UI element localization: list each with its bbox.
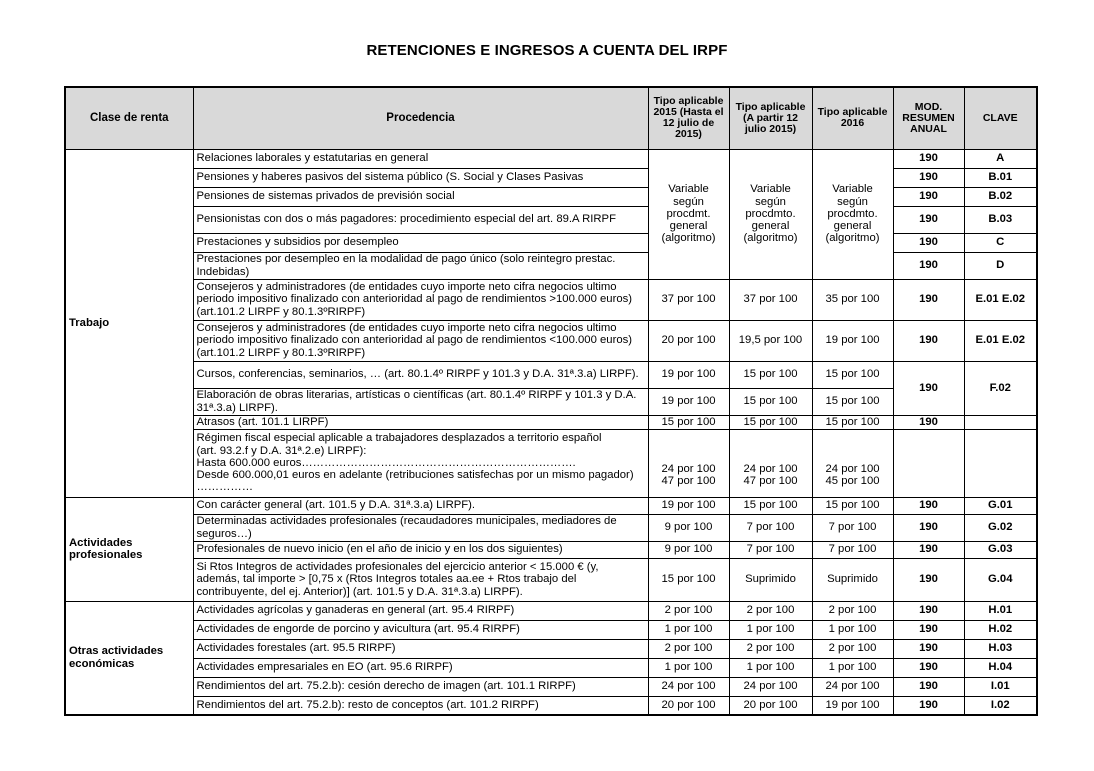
mod-cell: 190 bbox=[893, 514, 964, 541]
tipo-2015-a-cell: 20 por 100 bbox=[648, 696, 729, 715]
mod-cell: 190 bbox=[893, 361, 964, 415]
procedencia-cell: Pensionistas con dos o más pagadores: procedimiento especial del art. 89.A RIRPF bbox=[193, 206, 648, 233]
tipo-2016-cell: 35 por 100 bbox=[812, 279, 893, 320]
procedencia-cell: Actividades de engorde de porcino y avicultura (art. 95.4 RIRPF) bbox=[193, 620, 648, 639]
clave-cell: G.03 bbox=[964, 541, 1037, 558]
table-row bbox=[65, 514, 1037, 541]
tipo-2015-a-cell: 2 por 100 bbox=[648, 639, 729, 658]
table-row bbox=[65, 620, 1037, 639]
procedencia-cell: Actividades forestales (art. 95.5 RIRPF) bbox=[193, 639, 648, 658]
mod-cell: 190 bbox=[893, 279, 964, 320]
table-row bbox=[65, 320, 1037, 361]
procedencia-cell: Prestaciones y subsidios por desempleo bbox=[193, 233, 648, 252]
procedencia-cell: Determinadas actividades profesionales (recaudadores municipales, mediadores de seguros…) bbox=[193, 514, 648, 541]
clave-cell: E.01 E.02 bbox=[964, 279, 1037, 320]
tipo-2015-a-cell: 2 por 100 bbox=[648, 601, 729, 620]
tipo-2016-cell: 15 por 100 bbox=[812, 361, 893, 388]
tipo-2015-a-cell: 20 por 100 bbox=[648, 320, 729, 361]
procedencia-cell: Cursos, conferencias, seminarios, … (art. 80.1.4º RIRPF y 101.3 y D.A. 31ª.3.a) LIRPF). bbox=[193, 361, 648, 388]
clave-cell: A bbox=[964, 149, 1037, 168]
procedencia-cell: Elaboración de obras literarias, artísticas o científicas (art. 80.1.4º RIRPF y 101.3 y D.A. 31ª.3.a) LIRPF). bbox=[193, 388, 648, 415]
tipo-2015-b-cell: 2 por 100 bbox=[729, 601, 812, 620]
clase-actividades-profesionales: Actividades profesionales bbox=[65, 497, 193, 601]
clave-cell: D bbox=[964, 252, 1037, 279]
mod-cell: 190 bbox=[893, 620, 964, 639]
tipo-2015-a-cell: 9 por 100 bbox=[648, 514, 729, 541]
procedencia-cell: Actividades empresariales en EO (art. 95.6 RIRPF) bbox=[193, 658, 648, 677]
tipo-2016-cell: 15 por 100 bbox=[812, 415, 893, 429]
clave-cell: C bbox=[964, 233, 1037, 252]
tipo-2015-b-cell: 15 por 100 bbox=[729, 415, 812, 429]
mod-cell: 190 bbox=[893, 206, 964, 233]
table-row bbox=[65, 415, 1037, 429]
table-row bbox=[65, 558, 1037, 601]
table-row bbox=[65, 361, 1037, 388]
header-clave: CLAVE bbox=[964, 87, 1037, 149]
mod-cell: 190 bbox=[893, 415, 964, 429]
procedencia-cell: Actividades agrícolas y ganaderas en general (art. 95.4 RIRPF) bbox=[193, 601, 648, 620]
tipo-2015-b-cell: 19,5 por 100 bbox=[729, 320, 812, 361]
retenciones-table bbox=[64, 86, 1038, 716]
tipo-2016-cell: 19 por 100 bbox=[812, 320, 893, 361]
procedencia-cell: Con carácter general (art. 101.5 y D.A. 31ª.3.a) LIRPF). bbox=[193, 497, 648, 514]
table-row bbox=[65, 696, 1037, 715]
procedencia-cell: Consejeros y administradores (de entidades cuyo importe neto cifra negocios ultimo periodo impositivo finalizado con anterioridad al pago de rendimientos <100.000 euros) (art.101.2 LIRPF y 80.1.3ºRIRPF) bbox=[193, 320, 648, 361]
mod-cell: 190 bbox=[893, 658, 964, 677]
tipo-2015-a-cell: 24 por 100 bbox=[648, 677, 729, 696]
tipo-2015-b-cell: 7 por 100 bbox=[729, 514, 812, 541]
tipo-2015-b-cell: 20 por 100 bbox=[729, 696, 812, 715]
header-clase: Clase de renta bbox=[65, 87, 193, 149]
header-row bbox=[65, 87, 1037, 149]
header-mod: MOD. RESUMEN ANUAL bbox=[893, 87, 964, 149]
mod-cell: 190 bbox=[893, 639, 964, 658]
procedencia-cell: Régimen fiscal especial aplicable a trabajadores desplazados a territorio español (art. 93.2.f y D.A. 31ª.2.e) LIRPF): Hasta 600.000 euros………………………………………………………………. Desde 600.000,01 euros en adelante (retribuciones satisfechas por un mismo pagador) …………… bbox=[193, 429, 648, 497]
mod-cell: 190 bbox=[893, 320, 964, 361]
tipo-2015-a-cell: 24 por 100 47 por 100 bbox=[648, 429, 729, 497]
clase-trabajo: Trabajo bbox=[65, 149, 193, 497]
tipo-2015-a-cell: 19 por 100 bbox=[648, 361, 729, 388]
mod-cell: 190 bbox=[893, 187, 964, 206]
mod-cell: 190 bbox=[893, 558, 964, 601]
clave-cell: H.01 bbox=[964, 601, 1037, 620]
clave-cell: G.01 bbox=[964, 497, 1037, 514]
table-row bbox=[65, 601, 1037, 620]
table-row bbox=[65, 639, 1037, 658]
procedencia-cell: Prestaciones por desempleo en la modalidad de pago único (solo reintegro prestac. Indebidas) bbox=[193, 252, 648, 279]
tipo-2015-b-cell: 1 por 100 bbox=[729, 658, 812, 677]
tipo-2015-b-cell: 24 por 100 47 por 100 bbox=[729, 429, 812, 497]
mod-cell: 190 bbox=[893, 696, 964, 715]
tipo-2016-cell: 7 por 100 bbox=[812, 514, 893, 541]
table-row bbox=[65, 388, 1037, 415]
procedencia-cell: Rendimientos del art. 75.2.b): resto de conceptos (art. 101.2 RIRPF) bbox=[193, 696, 648, 715]
tipo-2015-a-cell: 1 por 100 bbox=[648, 658, 729, 677]
page-title: RETENCIONES E INGRESOS A CUENTA DEL IRPF bbox=[366, 42, 728, 59]
clave-cell: F.02 bbox=[964, 361, 1037, 415]
header-tipo-2015-b: Tipo aplicable (A partir 12 julio 2015) bbox=[729, 87, 812, 149]
procedencia-cell: Atrasos (art. 101.1 LIRPF) bbox=[193, 415, 648, 429]
mod-cell: 190 bbox=[893, 149, 964, 168]
header-tipo-2015-a: Tipo aplicable 2015 (Hasta el 12 julio de 2015) bbox=[648, 87, 729, 149]
clave-cell: H.03 bbox=[964, 639, 1037, 658]
tipo-2015-a-cell: 19 por 100 bbox=[648, 388, 729, 415]
clave-cell: I.02 bbox=[964, 696, 1037, 715]
mod-cell: 190 bbox=[893, 601, 964, 620]
tipo-variable-2015-b: Variable según procdmto. general (algoritmo) bbox=[729, 149, 812, 279]
mod-cell: 190 bbox=[893, 168, 964, 187]
tipo-2015-a-cell: 1 por 100 bbox=[648, 620, 729, 639]
tipo-2015-b-cell: 1 por 100 bbox=[729, 620, 812, 639]
mod-cell: 190 bbox=[893, 677, 964, 696]
procedencia-cell: Pensiones de sistemas privados de previsión social bbox=[193, 187, 648, 206]
tipo-2015-a-cell: 37 por 100 bbox=[648, 279, 729, 320]
clave-cell: E.01 E.02 bbox=[964, 320, 1037, 361]
mod-cell: 190 bbox=[893, 252, 964, 279]
tipo-2016-cell: 1 por 100 bbox=[812, 620, 893, 639]
table-row bbox=[65, 429, 1037, 497]
tipo-2015-a-cell: 15 por 100 bbox=[648, 558, 729, 601]
tipo-2016-cell: 7 por 100 bbox=[812, 541, 893, 558]
tipo-2015-a-cell: 15 por 100 bbox=[648, 415, 729, 429]
clave-cell: G.02 bbox=[964, 514, 1037, 541]
procedencia-cell: Consejeros y administradores (de entidades cuyo importe neto cifra negocios ultimo periodo impositivo finalizado con anterioridad al pago de rendimientos >100.000 euros) (art.101.2 LIRPF y 80.1.3ºRIRPF) bbox=[193, 279, 648, 320]
clave-cell: I.01 bbox=[964, 677, 1037, 696]
tipo-2015-b-cell: Suprimido bbox=[729, 558, 812, 601]
clave-cell bbox=[964, 429, 1037, 497]
clase-otras-actividades: Otras actividades económicas bbox=[65, 601, 193, 715]
tipo-2016-cell: 19 por 100 bbox=[812, 696, 893, 715]
clave-cell: H.02 bbox=[964, 620, 1037, 639]
procedencia-cell: Rendimientos del art. 75.2.b): cesión derecho de imagen (art. 101.1 RIRPF) bbox=[193, 677, 648, 696]
clave-cell: G.04 bbox=[964, 558, 1037, 601]
tipo-2016-cell: 2 por 100 bbox=[812, 639, 893, 658]
tipo-2015-b-cell: 15 por 100 bbox=[729, 361, 812, 388]
mod-cell: 190 bbox=[893, 541, 964, 558]
tipo-2015-b-cell: 7 por 100 bbox=[729, 541, 812, 558]
tipo-2015-b-cell: 24 por 100 bbox=[729, 677, 812, 696]
tipo-2016-cell: 1 por 100 bbox=[812, 658, 893, 677]
tipo-2016-cell: 24 por 100 45 por 100 bbox=[812, 429, 893, 497]
tipo-2016-cell: 15 por 100 bbox=[812, 497, 893, 514]
clave-cell: B.02 bbox=[964, 187, 1037, 206]
tipo-2015-a-cell: 19 por 100 bbox=[648, 497, 729, 514]
mod-cell: 190 bbox=[893, 497, 964, 514]
table-row bbox=[65, 149, 1037, 168]
procedencia-cell: Profesionales de nuevo inicio (en el año de inicio y en los dos siguientes) bbox=[193, 541, 648, 558]
tipo-2016-cell: Suprimido bbox=[812, 558, 893, 601]
mod-cell bbox=[893, 429, 964, 497]
tipo-2015-b-cell: 15 por 100 bbox=[729, 497, 812, 514]
procedencia-cell: Si Rtos Integros de actividades profesionales del ejercicio anterior < 15.000 € (y, además, tal importe > [0,75 x (Rtos Integros totales aa.ee + Rtos trabajo del contribuyente, del ej. Anterior)] (art. 101.5 y D.A. 31ª.3.a) LIRPF). bbox=[193, 558, 648, 601]
tipo-2015-a-cell: 9 por 100 bbox=[648, 541, 729, 558]
table-row bbox=[65, 279, 1037, 320]
clave-cell: B.01 bbox=[964, 168, 1037, 187]
tipo-variable-2016: Variable según procdmto. general (algoritmo) bbox=[812, 149, 893, 279]
header-procedencia: Procedencia bbox=[193, 87, 648, 149]
clave-cell: H.04 bbox=[964, 658, 1037, 677]
table-row bbox=[65, 541, 1037, 558]
header-tipo-2016: Tipo aplicable 2016 bbox=[812, 87, 893, 149]
clave-cell bbox=[964, 415, 1037, 429]
table-row bbox=[65, 677, 1037, 696]
clave-cell: B.03 bbox=[964, 206, 1037, 233]
tipo-variable-2015-a: Variable según procdmt. general (algoritmo) bbox=[648, 149, 729, 279]
table-row bbox=[65, 658, 1037, 677]
procedencia-cell: Relaciones laborales y estatutarias en general bbox=[193, 149, 648, 168]
tipo-2015-b-cell: 2 por 100 bbox=[729, 639, 812, 658]
tipo-2015-b-cell: 15 por 100 bbox=[729, 388, 812, 415]
procedencia-cell: Pensiones y haberes pasivos del sistema público (S. Social y Clases Pasivas bbox=[193, 168, 648, 187]
tipo-2016-cell: 2 por 100 bbox=[812, 601, 893, 620]
tipo-2016-cell: 24 por 100 bbox=[812, 677, 893, 696]
mod-cell: 190 bbox=[893, 233, 964, 252]
tipo-2016-cell: 15 por 100 bbox=[812, 388, 893, 415]
table-row bbox=[65, 497, 1037, 514]
tipo-2015-b-cell: 37 por 100 bbox=[729, 279, 812, 320]
